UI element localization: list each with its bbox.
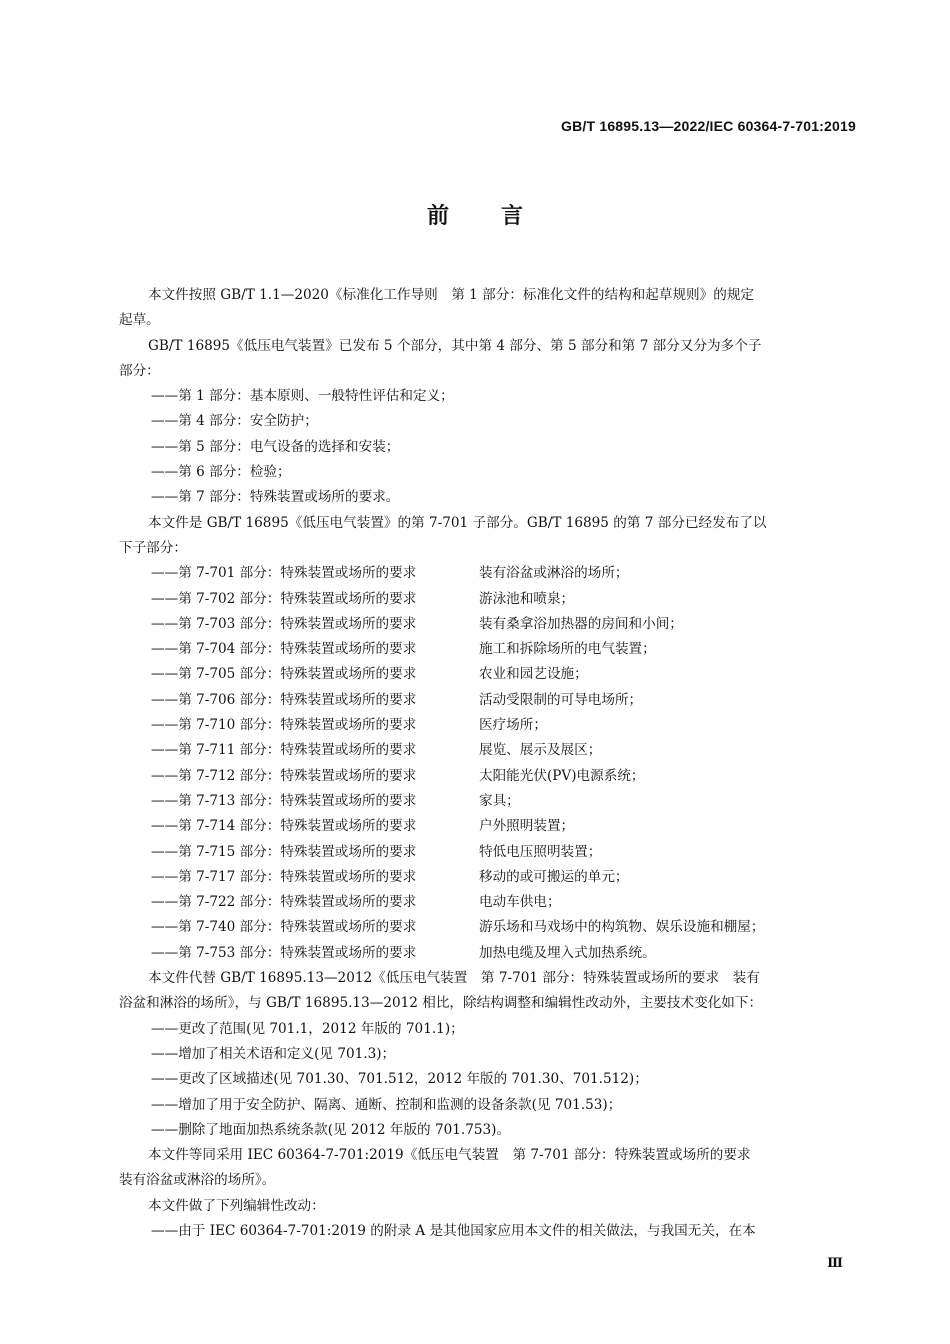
subpart-part: ——第 7-712 部分：特殊装置或场所的要求 (151, 767, 417, 784)
subpart-part: ——第 7-717 部分：特殊装置或场所的要求 (151, 868, 417, 885)
list-item: ——第 6 部分：检验； (151, 464, 291, 481)
subpart-topic: 展览、展示及展区； (479, 742, 602, 759)
subpart-topic: 医疗场所； (479, 717, 547, 734)
paragraph: 本文件做了下列编辑性改动： (148, 1197, 325, 1214)
paragraph-continuation: 起草。 (119, 312, 160, 329)
subpart-part: ——第 7-706 部分：特殊装置或场所的要求 (151, 691, 417, 708)
subpart-part: ——第 7-722 部分：特殊装置或场所的要求 (151, 894, 417, 911)
subpart-part: ——第 7-710 部分：特殊装置或场所的要求 (151, 717, 417, 734)
list-item: ——第 1 部分：基本原则、一般特性评估和定义； (151, 388, 454, 405)
list-item: ——第 5 部分：电气设备的选择和安装； (151, 438, 400, 455)
paragraph: 本文件代替 GB/T 16895.13—2012《低压电气装置 第 7-701 部分：特殊装置或场所的要求 装有 (148, 970, 760, 987)
list-item: ——第 7 部分：特殊装置或场所的要求。 (151, 489, 400, 506)
foreword-body (119, 283, 856, 1244)
subpart-part: ——第 7-715 部分：特殊装置或场所的要求 (151, 843, 417, 860)
subpart-part: ——第 7-703 部分：特殊装置或场所的要求 (151, 615, 417, 632)
subpart-part: ——第 7-711 部分：特殊装置或场所的要求 (151, 742, 417, 759)
list-item: ——由于 IEC 60364-7-701:2019 的附录 A 是其他国家应用本文件的相关做法，与我国无关，在本 (151, 1222, 756, 1239)
subpart-topic: 太阳能光伏(PV)电源系统； (479, 767, 645, 784)
paragraph: GB/T 16895《低压电气装置》已发布 5 个部分，其中第 4 部分、第 5 部分和第 7 部分又分为多个子 (148, 337, 762, 354)
subpart-item (119, 713, 856, 738)
subpart-topic: 户外照明装置； (479, 818, 575, 835)
subpart-topic: 加热电缆及埋入式加热系统。 (479, 944, 656, 961)
paragraph-continuation: 下子部分： (119, 539, 187, 556)
list-item: ——增加了相关术语和定义(见 701.3)； (151, 1045, 396, 1062)
subpart-part: ——第 7-714 部分：特殊装置或场所的要求 (151, 818, 417, 835)
list-item: ——更改了范围(见 701.1，2012 年版的 701.1)； (151, 1020, 464, 1037)
subpart-item (119, 764, 856, 789)
subpart-item (119, 789, 856, 814)
subpart-item (119, 941, 856, 966)
subpart-topic: 游乐场和马戏场中的构筑物、娱乐设施和棚屋； (479, 919, 765, 936)
subpart-topic: 特低电压照明装置； (479, 843, 602, 860)
paragraph-continuation: 部分： (119, 362, 160, 379)
subpart-part: ——第 7-740 部分：特殊装置或场所的要求 (151, 919, 417, 936)
subpart-item (119, 890, 856, 915)
subpart-part: ——第 7-701 部分：特殊装置或场所的要求 (151, 565, 417, 582)
subpart-topic: 家具； (479, 792, 520, 809)
subpart-part: ——第 7-753 部分：特殊装置或场所的要求 (151, 944, 417, 961)
subpart-item (119, 840, 856, 865)
subpart-item (119, 561, 856, 586)
paragraph: 本文件是 GB/T 16895《低压电气装置》的第 7-701 子部分。GB/T 16895 的第 7 部分已经发布了以 (148, 514, 767, 531)
subpart-topic: 活动受限制的可导电场所； (479, 691, 643, 708)
subpart-part: ——第 7-713 部分：特殊装置或场所的要求 (151, 792, 417, 809)
paragraph-continuation: 浴盆和淋浴的场所》，与 GB/T 16895.13—2012 相比，除结构调整和编辑性改动外，主要技术变化如下： (119, 995, 763, 1012)
subpart-item (119, 814, 856, 839)
paragraph: 本文件等同采用 IEC 60364-7-701:2019《低压电气装置 第 7-701 部分：特殊装置或场所的要求 (148, 1147, 751, 1164)
subpart-item (119, 587, 856, 612)
list-item: ——第 4 部分：安全防护； (151, 413, 318, 430)
paragraph: 本文件按照 GB/T 1.1—2020《标准化工作导则 第 1 部分：标准化文件的结构和起草规则》的规定 (148, 287, 755, 303)
subpart-item (119, 865, 856, 890)
subpart-topic: 施工和拆除场所的电气装置； (479, 641, 656, 658)
page-title: 前言 (426, 204, 575, 229)
subpart-item (119, 915, 856, 940)
subpart-topic: 游泳池和喷泉； (479, 590, 575, 607)
paragraph-continuation: 装有浴盆或淋浴的场所》。 (119, 1172, 276, 1189)
subpart-topic: 农业和园艺设施； (479, 666, 588, 683)
subpart-topic: 电动车供电； (479, 894, 561, 911)
list-item: ——删除了地面加热系统条款(见 2012 年版的 701.753)。 (151, 1121, 511, 1138)
subpart-item (119, 612, 856, 637)
subpart-item (119, 688, 856, 713)
list-item: ——增加了用于安全防护、隔离、通断、控制和监测的设备条款(见 701.53)； (151, 1096, 622, 1113)
subpart-item (119, 637, 856, 662)
subpart-topic: 移动的或可搬运的单元； (479, 868, 629, 885)
subpart-item (119, 738, 856, 763)
subpart-topic: 装有浴盆或淋浴的场所； (479, 565, 629, 582)
subpart-topic: 装有桑拿浴加热器的房间和小间； (479, 615, 683, 632)
subpart-part: ——第 7-705 部分：特殊装置或场所的要求 (151, 666, 417, 683)
subpart-item (119, 662, 856, 687)
list-item: ——更改了区域描述(见 701.30、701.512，2012 年版的 701.30、701.512)； (151, 1071, 648, 1088)
subpart-part: ——第 7-702 部分：特殊装置或场所的要求 (151, 590, 417, 607)
page-number: Ⅲ (827, 1256, 843, 1271)
standard-number: GB/T 16895.13—2022/IEC 60364-7-701:2019 (561, 118, 856, 134)
subpart-part: ——第 7-704 部分：特殊装置或场所的要求 (151, 641, 417, 658)
